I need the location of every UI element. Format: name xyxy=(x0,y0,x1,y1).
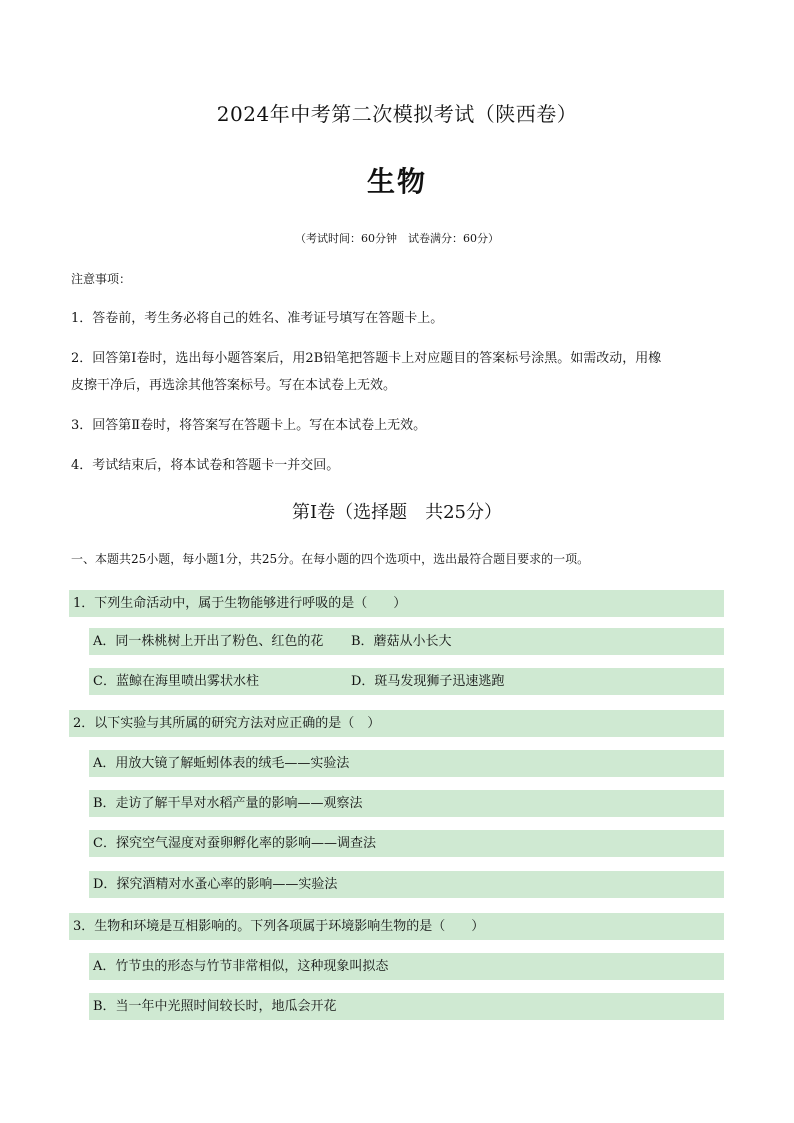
question-1-stem: 1．下列生命活动中，属于生物能够进行呼吸的是（ ） xyxy=(69,590,724,617)
notice-item-2-cont: 皮擦干净后，再选涂其他答案标号。写在本试卷上无效。 xyxy=(71,378,397,393)
question-2-option-d: D．探究酒精对水蚤心率的影响——实验法 xyxy=(89,871,724,898)
question-3-option-b: B．当一年中光照时间较长时，地瓜会开花 xyxy=(89,993,724,1020)
exam-title: 2024年中考第二次模拟考试（陕西卷） xyxy=(216,102,578,126)
question-2-stem: 2．以下实验与其所属的研究方法对应正确的是（ ） xyxy=(69,710,724,737)
question-1-option-b: B．蘑菇从小长大 xyxy=(351,634,452,649)
notice-item-4: 4．考试结束后，将本试卷和答题卡一并交回。 xyxy=(71,458,340,473)
question-1-options-row-2 xyxy=(89,668,724,695)
question-3-option-a: A．竹节虫的形态与竹节非常相似，这种现象叫拟态 xyxy=(89,953,724,980)
question-1-option-a: A．同一株桃树上开出了粉色、红色的花 xyxy=(93,634,324,649)
question-2-option-a: A．用放大镜了解蚯蚓体表的绒毛——实验法 xyxy=(89,750,724,777)
exam-meta: （考试时间：60分钟 试卷满分：60分） xyxy=(295,232,499,245)
notice-item-2: 2．回答第Ⅰ卷时，选出每小题答案后，用2B铅笔把答题卡上对应题目的答案标号涂黑。如需改动，用橡 xyxy=(71,351,662,366)
question-2-option-c: C．探究空气湿度对蚕卵孵化率的影响——调查法 xyxy=(89,830,724,857)
question-1-option-d: D．斑马发现狮子迅速逃跑 xyxy=(351,674,505,689)
notice-item-3: 3．回答第Ⅱ卷时，将答案写在答题卡上。写在本试卷上无效。 xyxy=(71,418,427,433)
section-title: 第Ⅰ卷（选择题 共25分） xyxy=(291,502,502,523)
notice-heading: 注意事项： xyxy=(71,272,132,286)
subject-title: 生物 xyxy=(366,165,427,198)
question-1-options-row-1 xyxy=(89,628,724,655)
question-2-option-b: B．走访了解干旱对水稻产量的影响——观察法 xyxy=(89,790,724,817)
question-1-option-c: C．蓝鲸在海里喷出雾状水柱 xyxy=(93,674,259,689)
section-instruction: 一、本题共25小题，每小题1分，共25分。在每小题的四个选项中，选出最符合题目要求的一项。 xyxy=(71,552,590,566)
question-3-stem: 3．生物和环境是互相影响的。下列各项属于环境影响生物的是（ ） xyxy=(69,913,724,940)
notice-item-1: 1．答卷前，考生务必将自己的姓名、准考证号填写在答题卡上。 xyxy=(71,311,444,326)
